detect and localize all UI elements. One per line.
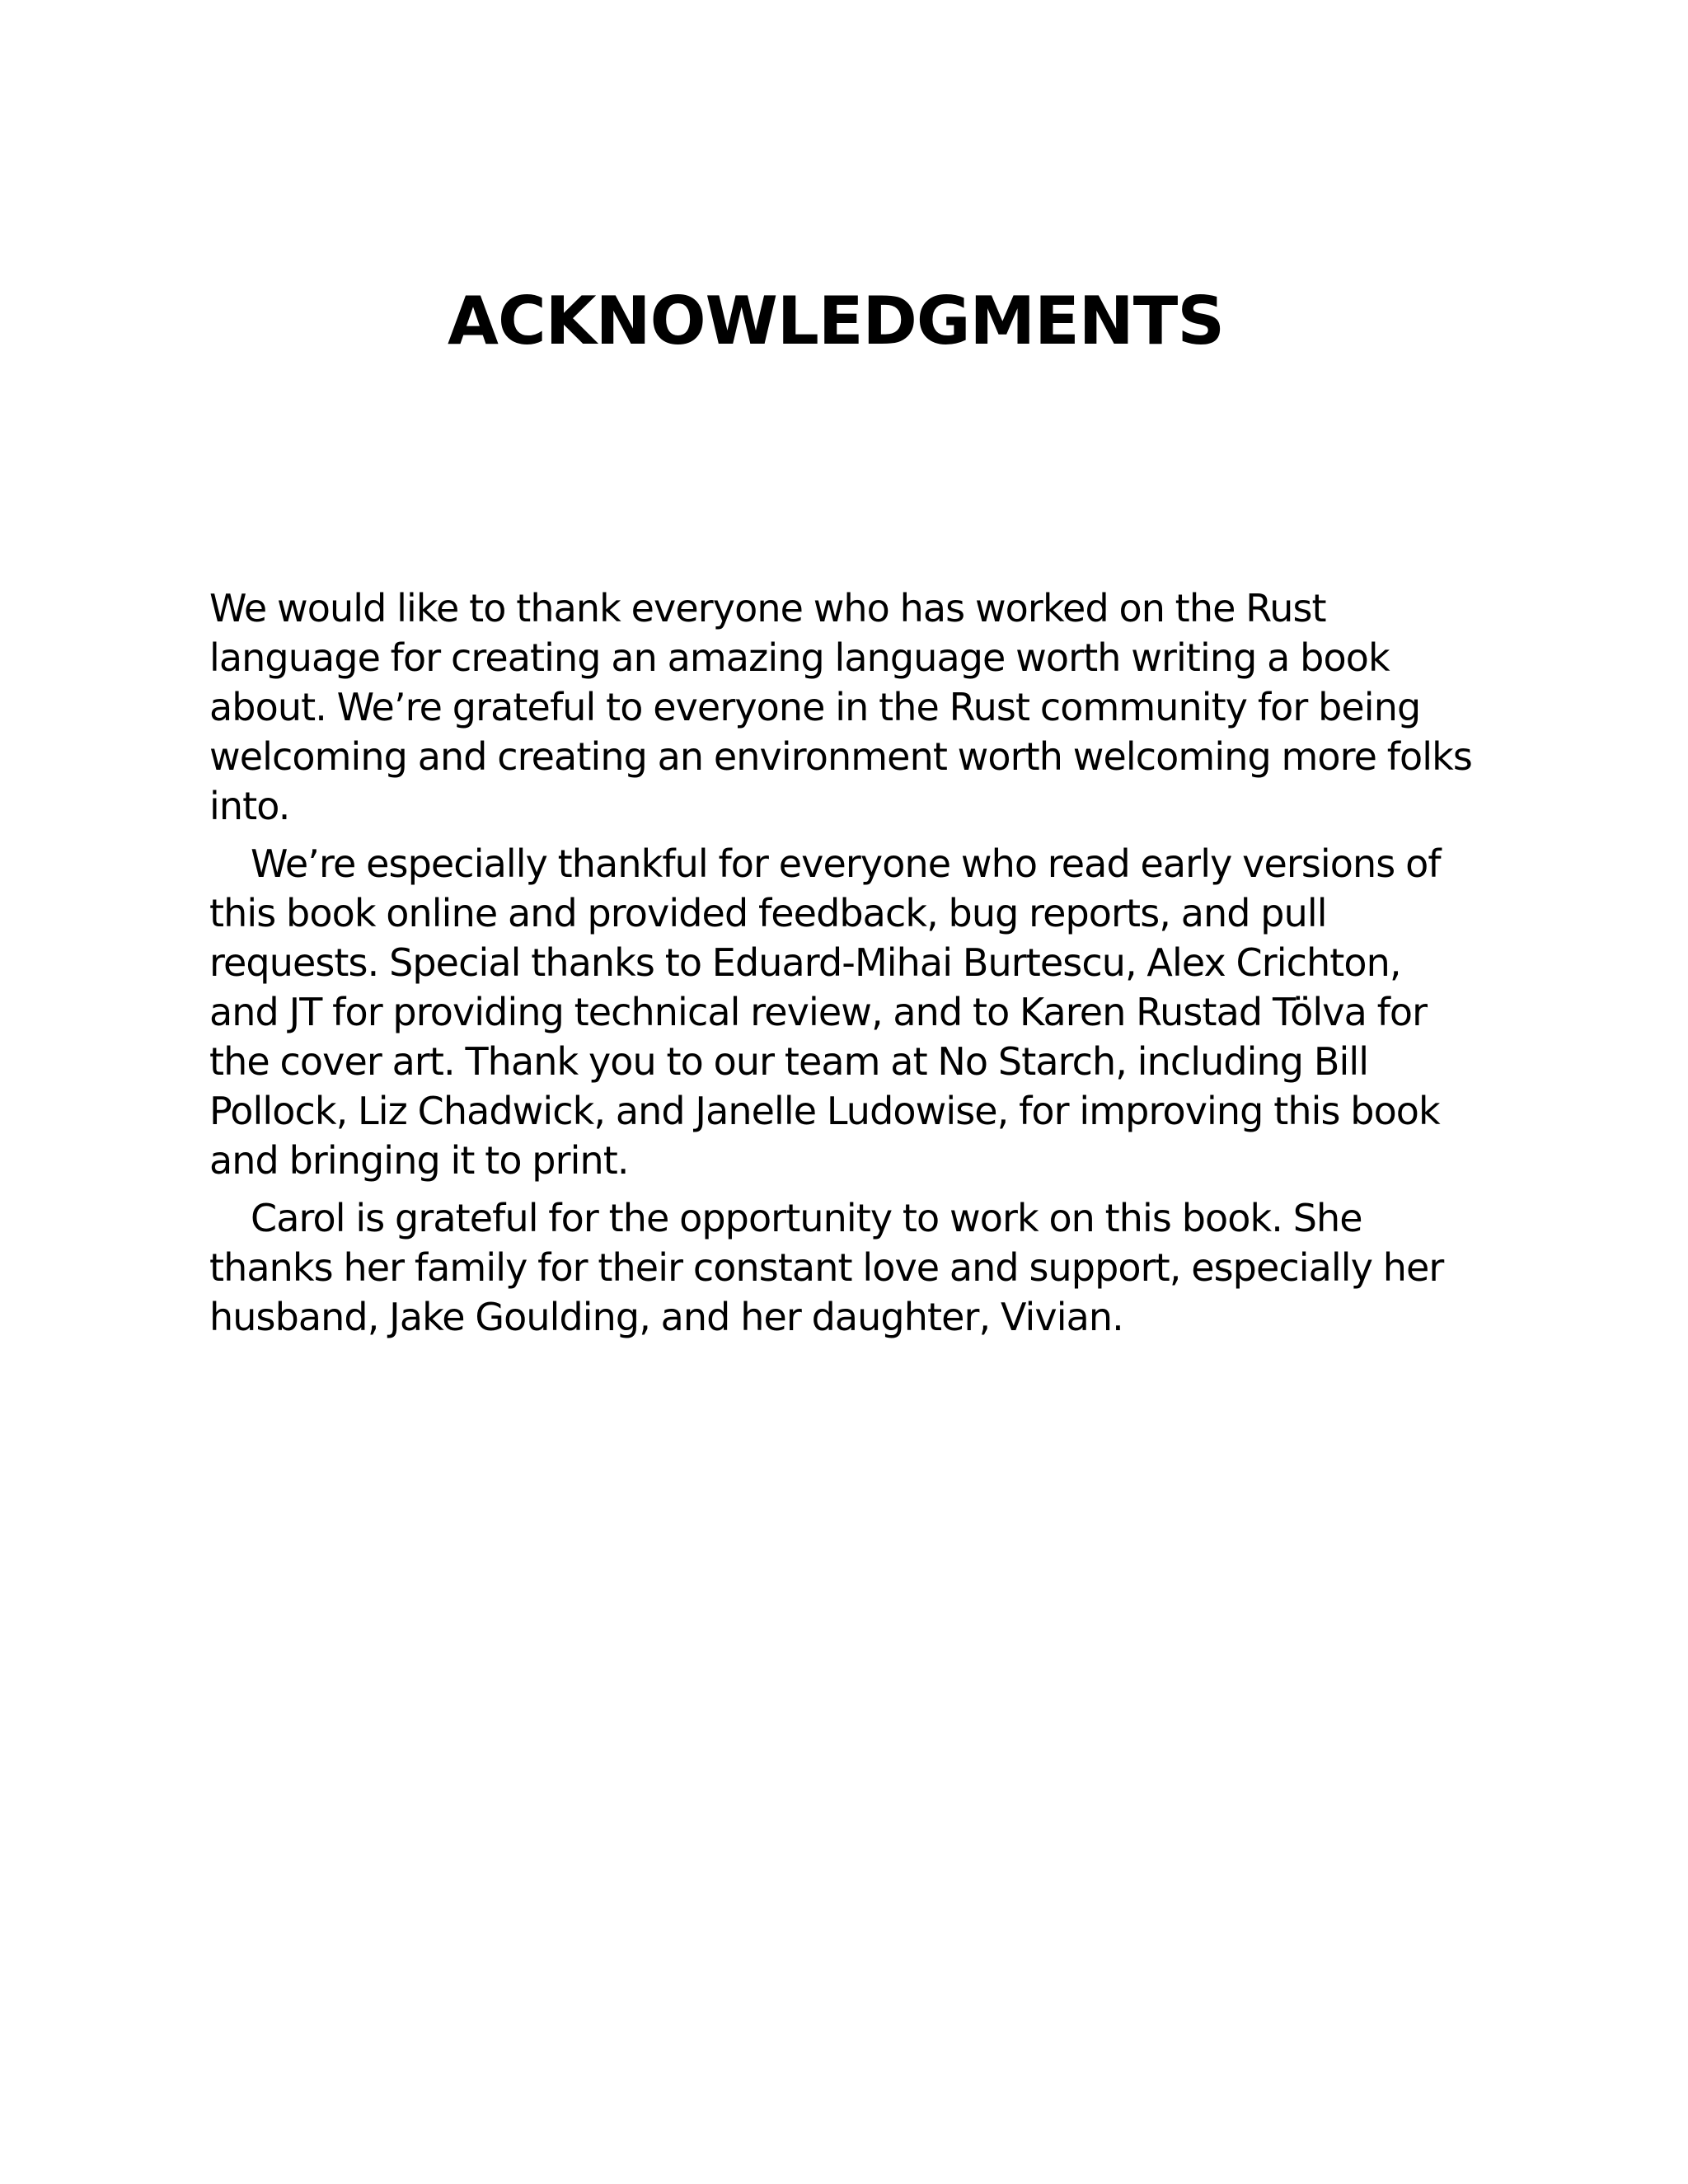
text-line: welcoming and creating an environment worth welcoming more folks [209, 734, 1472, 779]
text-line: We’re especially thankful for everyone who read early versions of [251, 841, 1441, 886]
page-title: ACKNOWLEDGMENTS [448, 283, 1224, 359]
paragraph-3 [209, 1193, 1470, 1342]
text-line: about. We’re grateful to everyone in the Rust community for being [209, 685, 1421, 729]
text-line: and bringing it to print. [209, 1138, 629, 1183]
body-text [209, 583, 1470, 1350]
text-line: Pollock, Liz Chadwick, and Janelle Ludowise, for improving this book [209, 1089, 1440, 1133]
text-line: the cover art. Thank you to our team at No Starch, including Bill [209, 1039, 1369, 1084]
text-line: into. [209, 784, 290, 828]
paragraph-1 [209, 583, 1470, 831]
text-line: We would like to thank everyone who has worked on the Rust [209, 586, 1326, 630]
text-line: requests. Special thanks to Eduard-Mihai Burtescu, Alex Crichton, [209, 940, 1401, 985]
text-line: husband, Jake Goulding, and her daughter, Vivian. [209, 1295, 1123, 1339]
paragraph-2 [209, 839, 1470, 1185]
text-line: and JT for providing technical review, and to Karen Rustad Tölva for [209, 990, 1428, 1034]
text-line: thanks her family for their constant love and support, especially her [209, 1245, 1444, 1290]
text-line: this book online and provided feedback, bug reports, and pull [209, 891, 1327, 935]
text-line: language for creating an amazing language worth writing a book [209, 635, 1390, 680]
text-line: Carol is grateful for the opportunity to work on this book. She [251, 1196, 1362, 1240]
